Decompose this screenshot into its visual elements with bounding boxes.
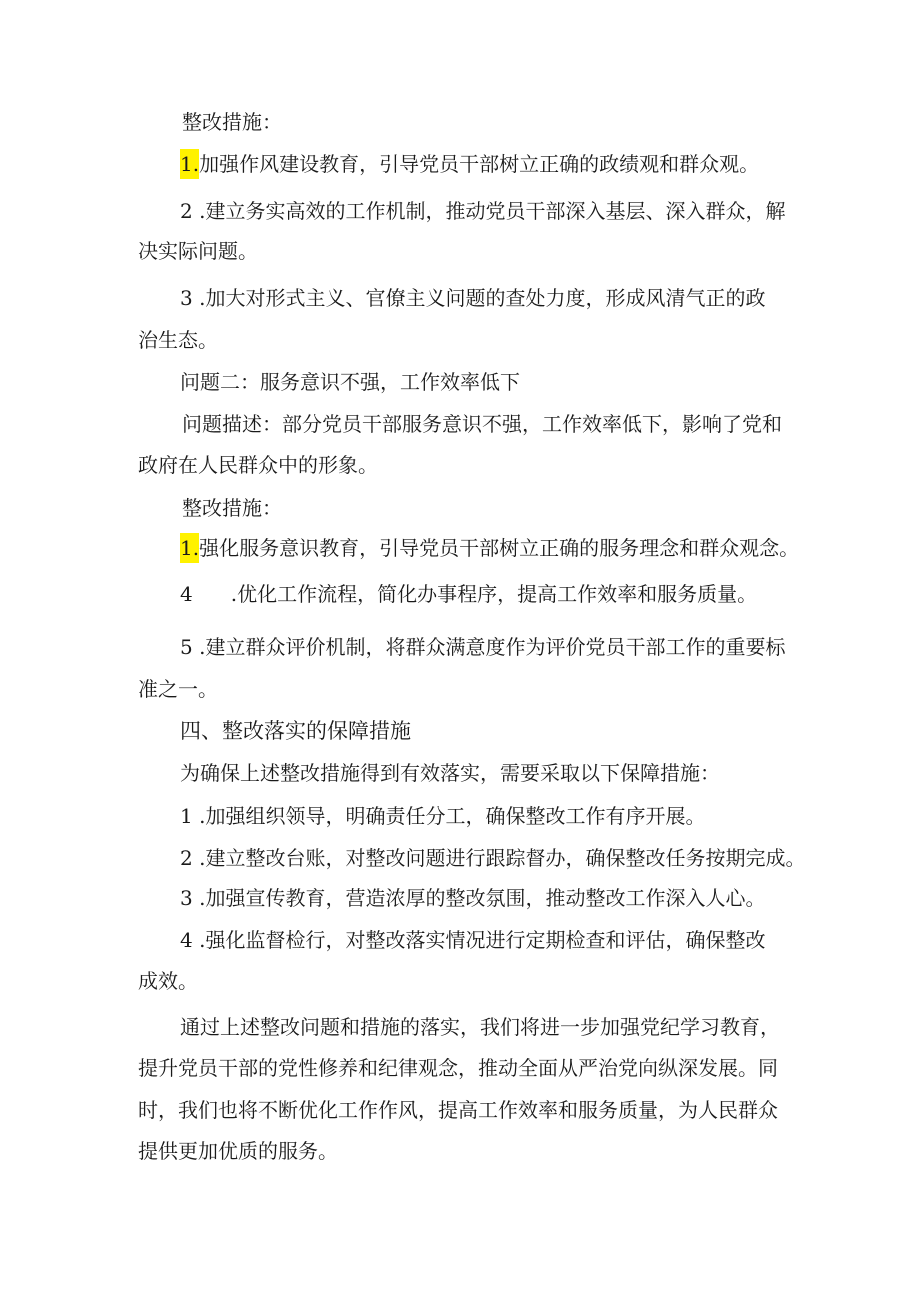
list-item — [180, 149, 759, 179]
list-item — [180, 579, 757, 609]
list-item-continuation: 成效。 — [138, 969, 198, 993]
measures-label: 整改措施： — [182, 496, 282, 520]
list-item — [180, 533, 799, 563]
list-item: 5 .建立群众评价机制，将群众满意度作为评价党员干部工作的重要标 — [180, 635, 786, 659]
list-item-text: .优化工作流程，简化办事程序，提高工作效率和服务质量。 — [230, 582, 758, 606]
list-item: 3 .加大对形式主义、官僚主义问题的查处力度，形成风清气正的政 — [180, 286, 766, 310]
list-item-text: 强化服务意识教育，引导党员干部树立正确的服务理念和群众观念。 — [199, 536, 800, 560]
list-item: 2 .建立务实高效的工作机制，推动党员干部深入基层、深入群众，解 — [180, 199, 786, 223]
problem-heading: 问题二：服务意识不强，工作效率低下 — [180, 370, 520, 394]
measures-label: 整改措施： — [182, 110, 282, 134]
list-item: 1 .加强组织领导，明确责任分工，确保整改工作有序开展。 — [180, 804, 706, 828]
problem-description-continuation: 政府在人民群众中的形象。 — [138, 453, 378, 477]
list-item: 2 .建立整改台账，对整改问题进行跟踪督办，确保整改任务按期完成。 — [180, 846, 806, 870]
conclusion-paragraph-line: 时，我们也将不断优化工作作风，提高工作效率和服务质量，为人民群众 — [138, 1098, 778, 1122]
paragraph: 为确保上述整改措施得到有效落实，需要采取以下保障措施： — [180, 761, 720, 785]
list-item-continuation: 决实际问题。 — [138, 239, 258, 263]
list-item-continuation: 治生态。 — [138, 328, 218, 352]
list-item-continuation: 准之一。 — [138, 677, 218, 701]
list-number: 4 — [180, 582, 193, 606]
conclusion-paragraph-line: 提供更加优质的服务。 — [138, 1139, 338, 1163]
problem-description: 问题描述：部分党员干部服务意识不强，工作效率低下，影响了党和 — [182, 412, 782, 436]
list-item: 4 .强化监督检行，对整改落实情况进行定期检查和评估，确保整改 — [180, 928, 766, 952]
highlighted-number: 1. — [180, 149, 199, 179]
section-heading: 四、整改落实的保障措施 — [180, 719, 411, 743]
list-item: 3 .加强宣传教育，营造浓厚的整改氛围，推动整改工作深入人心。 — [180, 886, 766, 910]
conclusion-paragraph: 通过上述整改问题和措施的落实，我们将进一步加强党纪学习教育， — [180, 1015, 780, 1039]
list-item-text: 加强作风建设教育，引导党员干部树立正确的政绩观和群众观。 — [199, 152, 760, 176]
conclusion-paragraph-line: 提升党员干部的党性修养和纪律观念，推动全面从严治党向纵深发展。同 — [138, 1056, 778, 1080]
highlighted-number: 1. — [180, 533, 199, 563]
